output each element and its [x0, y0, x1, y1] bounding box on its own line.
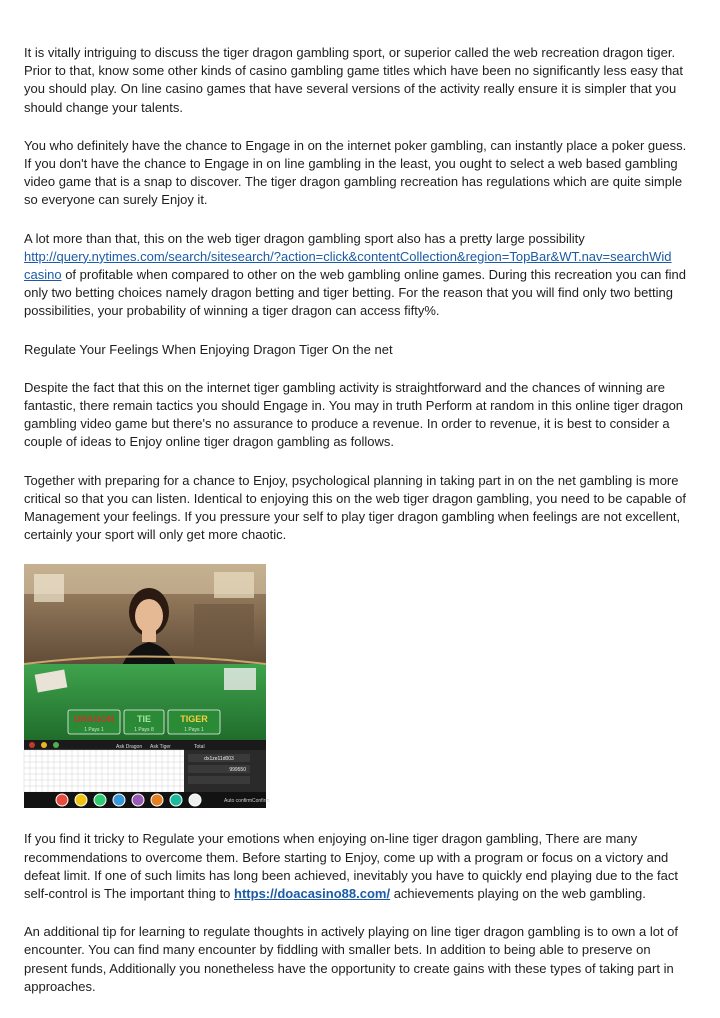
balance: 999550: [229, 767, 246, 774]
casino-chip: [113, 794, 125, 806]
dragon-label: DRAGON: [74, 714, 114, 725]
paragraph-limits-text-after: achievements playing on the web gambling.: [390, 886, 646, 902]
tiger-label: TIGER: [180, 714, 208, 725]
article: [24, 44, 696, 1016]
casino-chip: [151, 794, 163, 806]
total-label: Total: [194, 744, 205, 751]
paragraph-intro: It is vitally intriguing to discuss the tiger dragon gambling sport, or superior called the web recreation dragon tiger. Prior to that, know some other kinds of casino gambling game titles which have been no significantly less easy that you should play. On line casino games that have several versions of the activity really ensure it is simpler that you should change your talents.: [24, 45, 684, 115]
nytimes-link-anchor-text: casino: [24, 267, 62, 283]
dragon-odds: 1 Pays 1: [84, 727, 104, 734]
casino-chip: [189, 794, 201, 806]
tiger-odds: 1 Pays 1: [184, 727, 204, 734]
casino-chip: [75, 794, 87, 806]
casino-chip: [56, 794, 68, 806]
paragraph-limits: [24, 830, 696, 903]
section-heading: Regulate Your Feelings When Enjoying Dragon Tiger On the net: [24, 341, 393, 357]
bet-dragon-label: Ask Dragon: [116, 744, 143, 751]
player-id: dx1ze11d003: [204, 756, 234, 763]
confirm-label: Confirm: [252, 798, 270, 805]
casino-chip: [132, 794, 144, 806]
auto-confirm-label: Auto confirm: [224, 798, 253, 805]
paragraph-possibility-text-before: A lot more than that, this on the web tiger dragon gambling sport also has a pretty large possibility: [24, 230, 585, 246]
casino-chip: [170, 794, 182, 806]
paragraph-experience: An additional tip for learning to regulate thoughts in actively playing on line tiger dragon gambling is to own a lot of encounter. You can find many encounter by fiddling with smaller bets. In addition to being able to preserve on present funds, Additionally you nonetheless have the opportunity to create gains with these types of taking part in approaches.: [24, 924, 679, 994]
bet-tiger-label: Ask Tiger: [150, 744, 171, 751]
paragraph-poker: You who definitely have the chance to Engage in on the internet poker gambling, can instantly place a poker guess. If you don't have the chance to Engage in on line gambling in the least, you ought to select a web based gambling video game that is a snap to discover. The tiger dragon gambling recreation has regulations which are quite simple so everyone can surely Enjoy it.: [24, 137, 687, 208]
paragraph-possibility-text-after: of profitable when compared to other on the web gambling online games. During this recreation you can find only two betting choices namely dragon betting and tiger betting. For the reason that you will find only two betting possibilities, your probability of winning a tiger dragon can access fifty%.: [24, 267, 686, 319]
casino-chip: [94, 794, 106, 806]
tie-label: TIE: [136, 714, 152, 725]
doacasino-link[interactable]: https://doacasino88.com/: [234, 886, 391, 902]
tie-odds: 1 Pays 8: [134, 727, 154, 734]
nytimes-link-url: http://query.nytimes.com/search/sitesearch/?action=click&contentCollection&region=TopBar&WT.nav=searchWid: [24, 248, 672, 264]
paragraph-psychology: Together with preparing for a chance to Enjoy, psychological planning in taking part in on the net gambling is more critical so that you can listen. Identical to enjoying this on the web tiger dragon gambling, you need to be capable of Management your feelings. If you pressure your self to play tiger dragon gambling when feelings are not excellent, certainly your sport will only get more chaotic.: [24, 472, 686, 543]
paragraph-tactics: Despite the fact that this on the internet tiger gambling activity is straightforward and the chances of winning are fantastic, there remain tactics you should Engage in. You may in truth Perform at random in this online tiger dragon gambling video game but there's no assurance to produce a revenue. In order to revenue, it is best to consider a couple of ideas to Enjoy online tiger dragon gambling as follows.: [24, 379, 684, 450]
dragon-tiger-casino-image: [24, 564, 270, 808]
paragraph-limits-text-before: If you find it tricky to Regulate your emotions when enjoying on-line tiger dragon gambling, There are many recommendations to overcome them. Before starting to Enjoy, come up with a program or focus on a victory and defeat limit. If one of such limits has long been achieved, inevitably you have to quickly end playing due to the fact self-control is The important thing to: [24, 831, 679, 902]
paragraph-possibility: [24, 230, 696, 321]
